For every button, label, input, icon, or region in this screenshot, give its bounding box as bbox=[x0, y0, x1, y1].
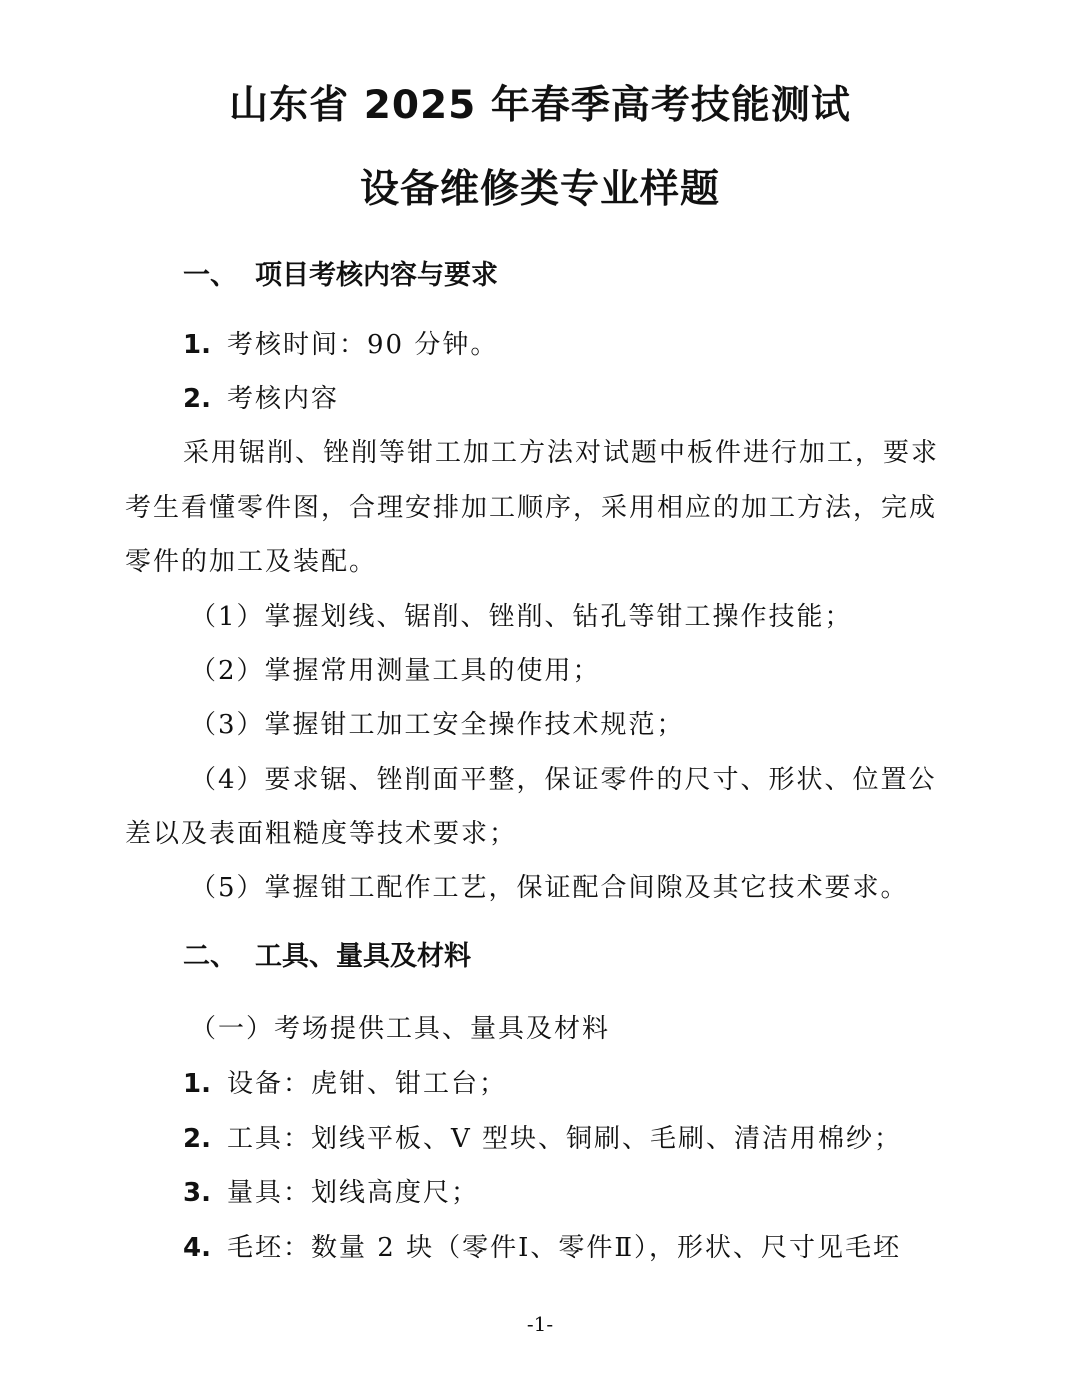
item-text: 设备：虎钳、钳工台； bbox=[227, 1069, 508, 1099]
section2-item bbox=[183, 1227, 901, 1264]
requirement-item: （4）要求锯、锉削面平整，保证零件的尺寸、形状、位置公 bbox=[190, 765, 937, 795]
document-title-line2: 设备维修类专业样题 bbox=[359, 167, 720, 212]
requirement-item: （3）掌握钳工加工安全操作技术规范； bbox=[190, 710, 685, 740]
section2-heading bbox=[183, 934, 471, 973]
item-number: 3. bbox=[183, 1178, 211, 1208]
requirement-item: （2）掌握常用测量工具的使用； bbox=[190, 656, 601, 686]
item-text: 考核时间：90 分钟。 bbox=[227, 330, 499, 360]
item-number: 4. bbox=[183, 1233, 211, 1263]
requirement-item-continued: 差以及表面粗糙度等技术要求； bbox=[125, 819, 518, 849]
section1-item2 bbox=[183, 378, 339, 415]
section1-number: 一、 bbox=[183, 260, 237, 291]
item-text: 量具：划线高度尺； bbox=[227, 1178, 480, 1208]
item-number: 2. bbox=[183, 1124, 211, 1154]
section2-number: 二、 bbox=[183, 941, 237, 972]
section1-item1 bbox=[183, 324, 498, 361]
item-number: 1. bbox=[183, 1069, 211, 1099]
section2-subheading: （一）考场提供工具、量具及材料 bbox=[190, 1014, 611, 1044]
document-title-line1: 山东省 2025 年春季高考技能测试 bbox=[229, 83, 851, 128]
page-number: -1- bbox=[526, 1312, 554, 1336]
section2-heading-text: 工具、量具及材料 bbox=[255, 941, 471, 972]
section2-item bbox=[183, 1118, 902, 1155]
paragraph-line: 零件的加工及装配。 bbox=[125, 547, 378, 577]
item-text: 考核内容 bbox=[227, 384, 340, 414]
item-number: 2. bbox=[183, 384, 211, 414]
paragraph-line: 考生看懂零件图，合理安排加工顺序，采用相应的加工方法，完成 bbox=[125, 493, 938, 523]
section2-item bbox=[183, 1063, 507, 1100]
item-number: 1. bbox=[183, 330, 211, 360]
section1-heading-text: 项目考核内容与要求 bbox=[255, 260, 498, 291]
paragraph-line: 采用锯削、锉削等钳工加工方法对试题中板件进行加工，要求 bbox=[183, 438, 940, 468]
section2-item bbox=[183, 1172, 479, 1209]
requirement-item: （5）掌握钳工配作工艺，保证配合间隙及其它技术要求。 bbox=[190, 873, 909, 903]
section1-heading bbox=[183, 253, 498, 292]
item-text: 工具：划线平板、V 型块、铜刷、毛刷、清洁用棉纱； bbox=[227, 1124, 903, 1154]
requirement-item: （1）掌握划线、锯削、锉削、钻孔等钳工操作技能； bbox=[190, 602, 853, 632]
item-text: 毛坯：数量 2 块（零件Ⅰ、零件Ⅱ），形状、尺寸见毛坯 bbox=[227, 1233, 902, 1263]
